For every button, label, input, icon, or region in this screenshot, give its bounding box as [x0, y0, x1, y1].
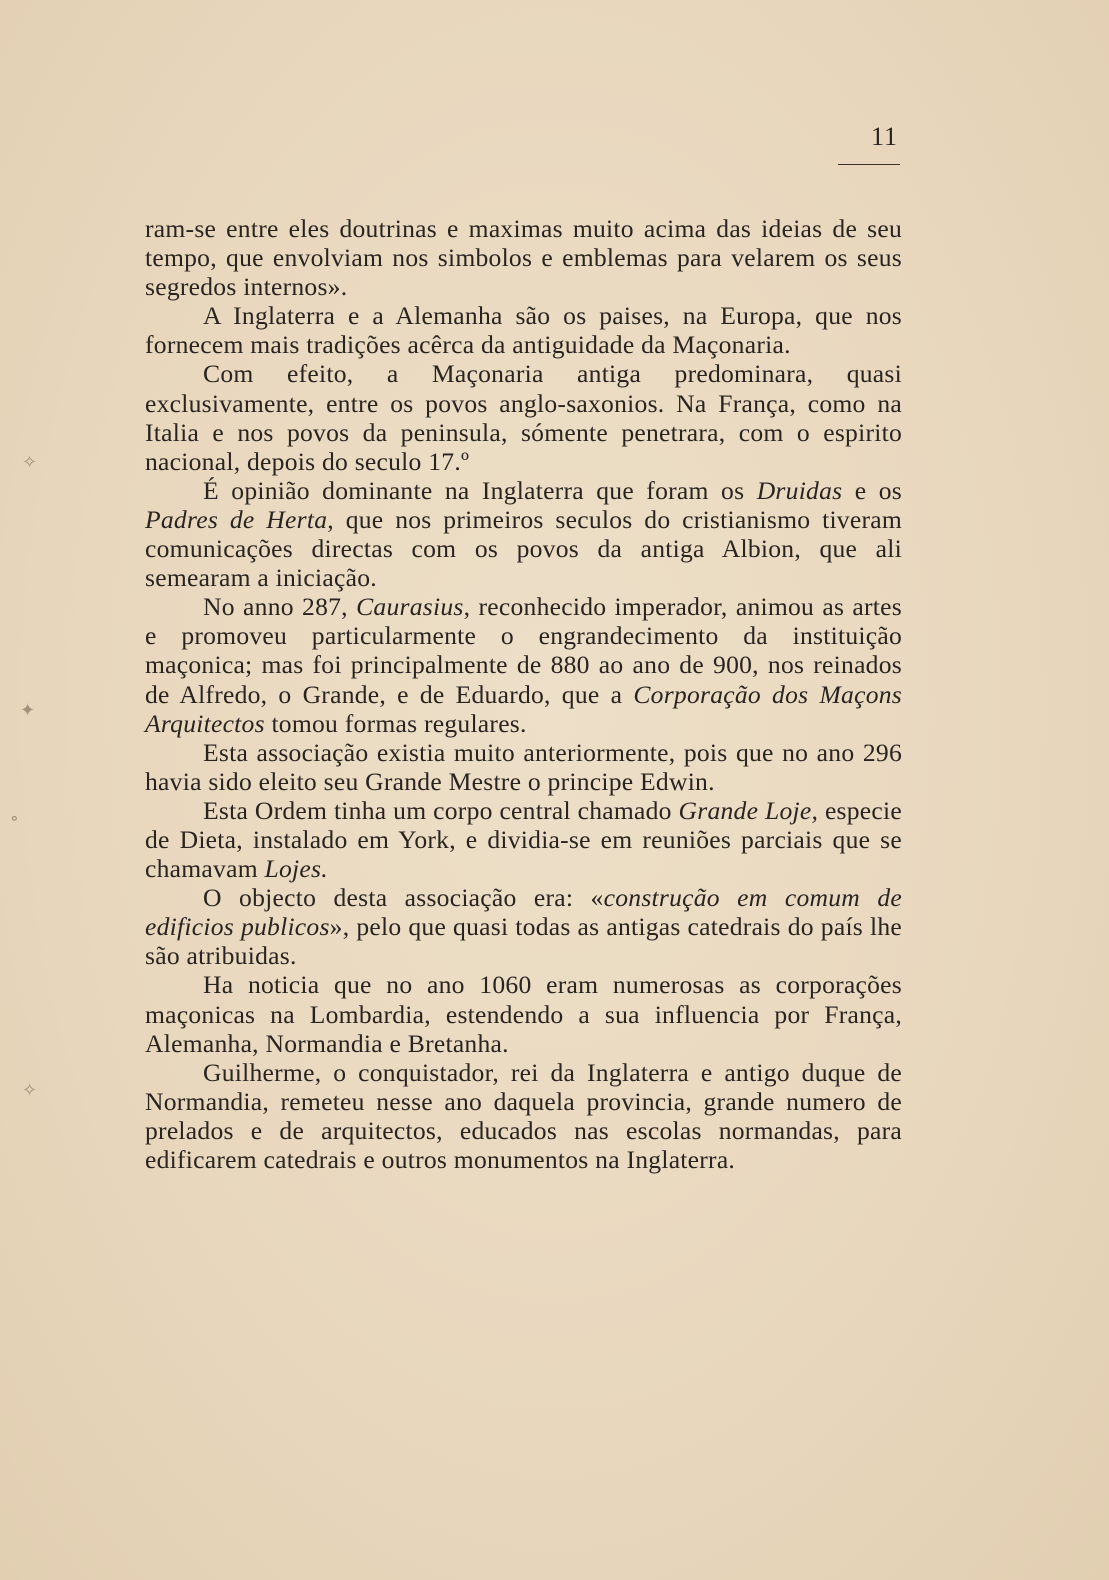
margin-stain: ✧ [22, 1080, 38, 1100]
text-segment: A Inglaterra e a Alemanha são os paises, na Europa, que nos fornecem mais tradições acêrca da antiguidade da Maçonaria. [145, 301, 902, 360]
text-segment: No anno 287, [203, 592, 357, 622]
paragraph [145, 476, 902, 592]
text-segment: Guilherme, o conquistador, rei da Inglaterra e antigo duque de Normandia, remeteu nesse ano daquela provincia, grande numero de prelados e de arquitectos, educados nas escolas normandas, para edificarem catedrais e outros monumentos na Inglaterra. [145, 1057, 902, 1174]
paragraph [145, 796, 902, 883]
paragraph [145, 359, 902, 475]
italic-text: Caurasius [356, 592, 464, 622]
italic-text: Druidas [756, 475, 843, 505]
text-segment: tomou formas regulares. [264, 708, 527, 738]
text-segment: Esta Ordem tinha um corpo central chamado [203, 795, 679, 825]
margin-stain: ∘ [10, 808, 19, 828]
paragraph [145, 301, 902, 359]
text-segment: », pelo que quasi todas as antigas catedrais do país lhe são atribuidas. [145, 912, 902, 971]
paragraph [145, 883, 902, 970]
text-segment: Esta associação existia muito anteriormente, pois que no ano 296 havia sido eleito seu Grande Mestre o principe Edwin. [145, 737, 902, 796]
page-number: 11 [870, 122, 898, 151]
text-segment: O objecto desta associação era: « [203, 883, 604, 913]
text-segment: ram-se entre eles doutrinas e maximas muito acima das ideias de seu tempo, que envolviam nos simbolos e emblemas para velarem os seus segredos internos». [145, 214, 902, 302]
italic-text: Corporação dos Maçons Arquitectos [145, 679, 902, 738]
italic-text: Grande Loje, [678, 795, 819, 825]
paragraph [145, 1058, 902, 1174]
margin-stain: ✧ [22, 452, 38, 472]
paragraph [145, 970, 902, 1057]
margin-stain: ✦ [20, 700, 36, 720]
text-segment: , reconhecido imperador, animou as artes e promoveu particularmente o engrandecimento da instituição maçonica; mas foi principalmente de 880 ao ano de 900, nos reinados de Alfredo, o Grande, e de Eduardo, que a [145, 592, 902, 709]
text-segment: especie de Dieta, instalado em York, e dividia-se em reuniões parciais que se chamavam [145, 795, 902, 884]
page-number-rule [838, 164, 900, 165]
paragraph [145, 592, 902, 737]
italic-text: Lojes. [264, 854, 328, 884]
italic-text: Padres de Herta [145, 504, 328, 534]
text-segment: Com efeito, a Maçonaria antiga predominara, quasi exclusivamente, entre os povos anglo-saxonios. Na França, como na Italia e nos povos da peninsula, sómente penetrara, com o espirito nacional, depois do seculo 17.º [145, 359, 902, 476]
text-segment: e os [842, 475, 902, 505]
text-segment: Ha noticia que no ano 1060 eram numerosas as corporações maçonicas na Lombardia, estendendo a sua influencia por França, Alemanha, Normandia e Bretanha. [145, 970, 902, 1058]
italic-text: construção em comum de edificios publicos [145, 883, 902, 942]
text-segment: , que nos primeiros seculos do cristianismo tiveram comunicações directas com os povos da antiga Albion, que ali semearam a iniciação. [145, 504, 902, 593]
text-segment: É opinião dominante na Inglaterra que foram os [203, 475, 757, 505]
paragraph [145, 214, 902, 301]
body-text [145, 214, 902, 1174]
paragraph [145, 738, 902, 796]
